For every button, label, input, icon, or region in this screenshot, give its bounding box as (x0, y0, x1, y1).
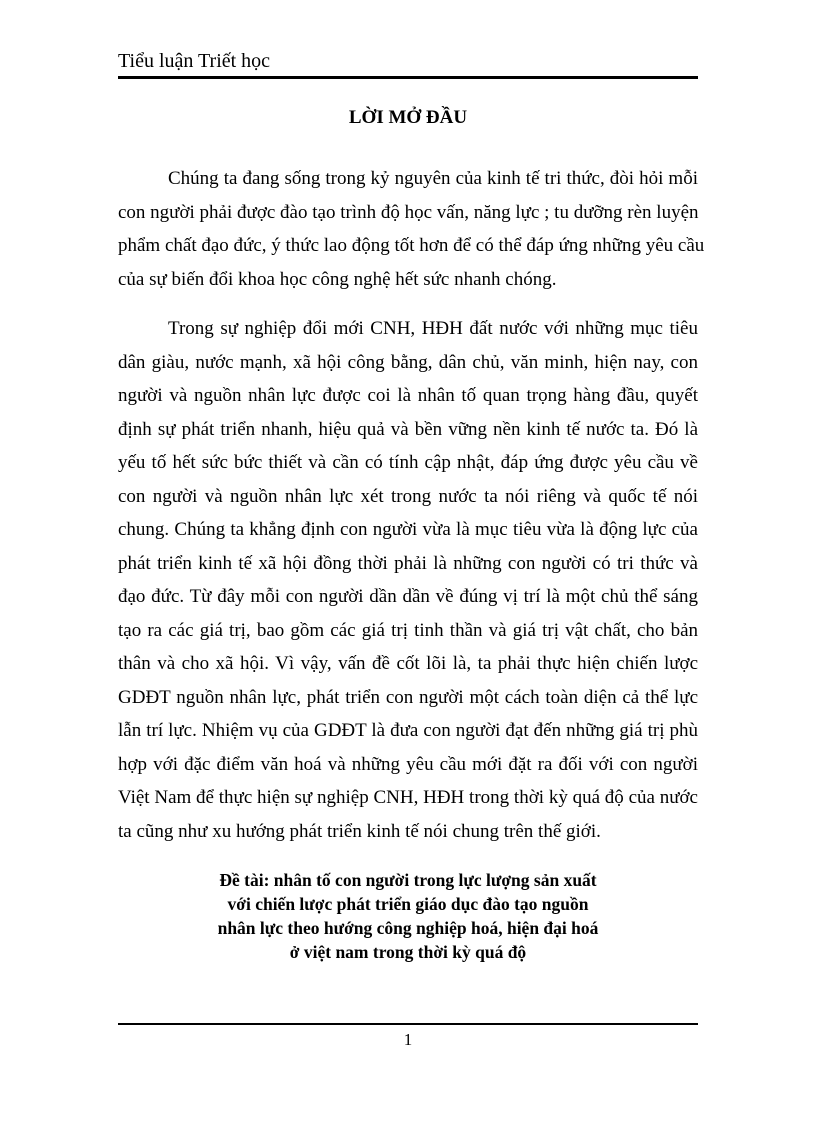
paragraph-line: Trong sự nghiệp đổi mới CNH, HĐH đất nước với những mục tiêu (168, 318, 698, 339)
paragraph-line: hợp với đặc điểm văn hoá và những yêu cầu mới đặt ra đối với con người (118, 753, 698, 775)
paragraph-line: đạo đức. Từ đây mỗi con người dần dần về đúng vị trí là một chủ thể sáng (118, 586, 698, 607)
paragraph-1 (118, 162, 705, 296)
topic-line: Đề tài: nhân tố con người trong lực lượng sản xuất (219, 870, 597, 890)
paragraph-line: chung. Chúng ta khẳng định con người vừa là mục tiêu vừa là động lực của (118, 519, 698, 540)
footer-rule (118, 1023, 698, 1025)
header-title: Tiểu luận Triết học (118, 50, 271, 72)
topic-line: ở việt nam trong thời kỳ quá độ (289, 942, 527, 962)
topic-line: nhân lực theo hướng công nghiệp hoá, hiện đại hoá (217, 918, 599, 938)
paragraph-line: con người phải được đào tạo trình độ học vấn, năng lực ; tu dưỡng rèn luyện (118, 201, 699, 223)
paragraph-line: tạo ra các giá trị, bao gồm các giá trị tinh thần và giá trị vật chất, cho bản (118, 619, 698, 641)
paragraph-line: ta cũng như xu hướng phát triển kinh tế nói chung trên thế giới. (118, 820, 601, 842)
paragraph-line: của sự biến đổi khoa học công nghệ hết sức nhanh chóng. (118, 268, 557, 290)
paragraph-line: thân và cho xã hội. Vì vậy, vấn đề cốt lõi là, ta phải thực hiện chiến lược (118, 653, 698, 674)
page-title: LỜI MỞ ĐẦU (348, 107, 468, 128)
paragraph-line: GDĐT nguồn nhân lực, phát triển con người một cách toàn diện cả thể lực (118, 686, 698, 708)
paragraph-line: người và nguồn nhân lực được coi là nhân tố quan trọng hàng đầu, quyết (118, 385, 698, 406)
paragraph-line: Chúng ta đang sống trong kỷ nguyên của kinh tế tri thức, đòi hỏi mỗi (168, 168, 698, 189)
paragraph-line: phát triển kinh tế xã hội đồng thời phải là những con người có tri thức và (118, 552, 698, 574)
paragraph-line: yếu tố hết sức bức thiết và cần có tính cập nhật, đáp ứng được yêu cầu về (118, 452, 698, 473)
paragraph-line: Việt Nam để thực hiện sự nghiệp CNH, HĐH trong thời kỳ quá độ của nước (118, 787, 698, 808)
paragraph-2 (118, 312, 698, 848)
paragraph-line: lẫn trí lực. Nhiệm vụ của GDĐT là đưa con người đạt đến những giá trị phù (118, 720, 698, 741)
header-rule (118, 76, 698, 79)
paragraph-line: phẩm chất đạo đức, ý thức lao động tốt hơn để có thể đáp ứng những yêu cầu (118, 235, 705, 256)
page-number: 1 (403, 1030, 413, 1049)
topic-line: với chiến lược phát triển giáo dục đào tạo nguồn (227, 894, 589, 914)
paragraph-line: định sự phát triển nhanh, hiệu quả và bền vững nền kinh tế nước ta. Đó là (118, 418, 698, 440)
paragraph-line: dân giàu, nước mạnh, xã hội công bằng, dân chủ, văn minh, hiện nay, con (118, 351, 698, 373)
paragraph-line: con người và nguồn nhân lực xét trong nước ta nói riêng và quốc tế nói (118, 485, 698, 507)
topic-title (118, 868, 698, 964)
